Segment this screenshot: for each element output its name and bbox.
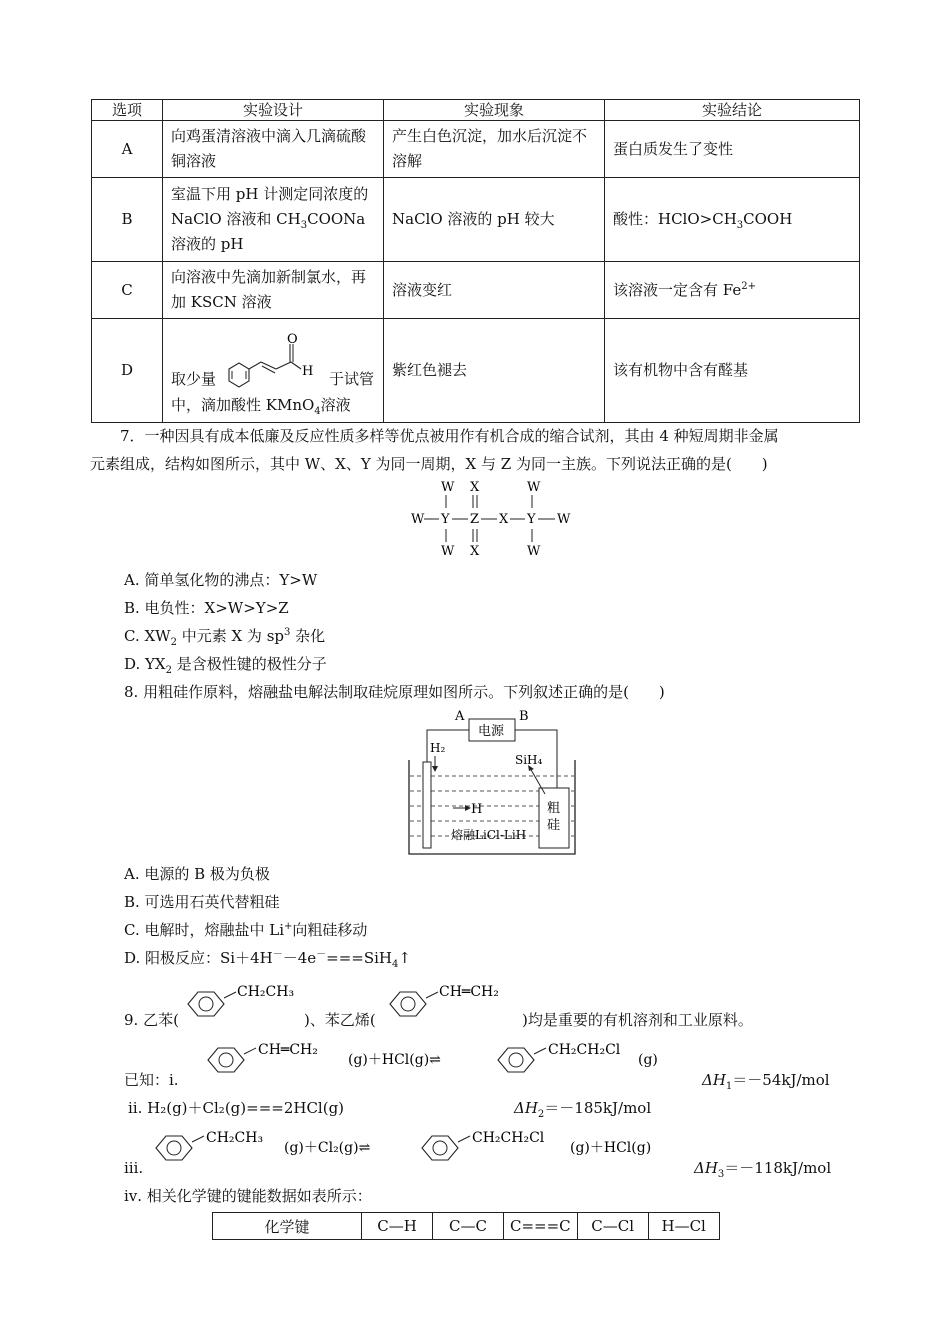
ethylbenzene-structure-icon bbox=[182, 982, 306, 1026]
design-structure-line bbox=[171, 331, 375, 417]
dh1 bbox=[702, 1070, 830, 1090]
sih4-label: SiH₄ bbox=[515, 753, 543, 767]
table-row bbox=[92, 319, 860, 423]
atom-z: Z bbox=[470, 512, 480, 527]
reaction-tail: (g)＋HCl(g) bbox=[570, 1140, 652, 1156]
atom-y: Y bbox=[527, 512, 536, 527]
option-text: 杂化 bbox=[290, 627, 326, 645]
q7-option-d bbox=[124, 654, 327, 674]
option-text: 中元素 X 为 sp bbox=[176, 627, 285, 645]
q8-option-d bbox=[124, 948, 411, 968]
col-header: 实验现象 bbox=[384, 100, 605, 121]
product-label: CH₂CH₂Cl bbox=[548, 1042, 621, 1058]
design-cell: 向溶液中先滴加新制氯水，再加 KSCN 溶液 bbox=[163, 262, 384, 319]
atom-w: W bbox=[441, 544, 455, 559]
design-text-line bbox=[171, 393, 351, 417]
atom-w: W bbox=[527, 480, 541, 495]
atom-w: W bbox=[557, 512, 571, 527]
option-text: D. 阳极反应：Si＋4H bbox=[124, 949, 273, 967]
known-label: 已知：ⅰ. bbox=[124, 1071, 179, 1089]
phenomenon-cell: 产生白色沉淀，加水后沉淀不溶解 bbox=[384, 121, 605, 178]
bond-header: C===C bbox=[504, 1213, 578, 1240]
design-text: 室温下用 pH 计测定同浓度的 NaClO 溶液和 CH bbox=[171, 185, 369, 228]
bond-header: C—H bbox=[362, 1213, 433, 1240]
q7-stem-line-2: 元素组成，结构如图所示，其中 W、X、Y 为同一周期，X 与 Z 为同一主族。下列说法正确的是( ) bbox=[90, 455, 768, 473]
q7-molecule-structure bbox=[405, 478, 585, 560]
delta-h: ΔH bbox=[694, 1159, 718, 1177]
option-text: 向粗硅移动 bbox=[292, 921, 368, 939]
reaction-1 bbox=[202, 1036, 672, 1084]
bond-header: 化学键 bbox=[213, 1213, 362, 1240]
group-label: CH═CH₂ bbox=[439, 984, 499, 1000]
reaction-middle: (g)＋HCl(g)⇌ bbox=[348, 1052, 441, 1068]
molten-salt-label: 熔融LiCl-LiH bbox=[451, 828, 527, 842]
bond-header: C—C bbox=[433, 1213, 504, 1240]
design-text: 中，滴加酸性 KMnO bbox=[171, 395, 315, 414]
q7-stem-line-1: 7．一种因具有成本低廉及反应性质多样等优点被用作有机合成的缩合试剂，其由 4 种短周期非金属 bbox=[120, 427, 779, 445]
superscript: － bbox=[272, 949, 283, 960]
design-cell bbox=[163, 319, 384, 423]
group-label: CH═CH₂ bbox=[258, 1042, 318, 1058]
option-text: C. 电解时，熔融盐中 Li bbox=[124, 921, 285, 939]
q8-option-c bbox=[124, 920, 367, 940]
q7-option-a: A. 简单氢化物的沸点：Y>W bbox=[124, 571, 318, 589]
bond-header: H—Cl bbox=[648, 1213, 719, 1240]
silicon-label: 硅 bbox=[547, 818, 561, 833]
option-text: －4e bbox=[282, 949, 317, 967]
table-row bbox=[92, 262, 860, 319]
option-cell: C bbox=[92, 262, 163, 319]
subscript: 2 bbox=[170, 637, 177, 648]
phase-label: (g) bbox=[638, 1052, 658, 1068]
q9-iv: ⅳ. 相关化学键的键能数据如表所示： bbox=[124, 1187, 372, 1205]
enthalpy-value: ＝－54kJ/mol bbox=[732, 1071, 830, 1089]
group-label: CH₂CH₃ bbox=[237, 984, 295, 1000]
option-text: D. YX bbox=[124, 655, 166, 673]
table-row bbox=[92, 178, 860, 262]
subscript: 3 bbox=[736, 220, 744, 231]
subscript: 4 bbox=[392, 959, 399, 970]
dh2 bbox=[514, 1098, 651, 1118]
label-b: B bbox=[519, 709, 529, 724]
product-label: CH₂CH₂Cl bbox=[472, 1130, 545, 1146]
table-header-row bbox=[92, 100, 860, 121]
q9-stem-b: )、苯乙烯( bbox=[304, 1011, 376, 1029]
q9-stem-c: )均是重要的有机溶剂和工业原料。 bbox=[522, 1011, 753, 1029]
conclusion-text: 该溶液一定含有 Fe bbox=[613, 280, 742, 299]
atom-w: W bbox=[411, 512, 425, 527]
enthalpy-value: ＝－185kJ/mol bbox=[544, 1099, 652, 1117]
hydrogen-label: H bbox=[302, 363, 314, 379]
group-label: CH₂CH₃ bbox=[206, 1130, 264, 1146]
col-header: 实验设计 bbox=[163, 100, 384, 121]
design-text: COONa 溶液的 pH bbox=[171, 210, 366, 253]
subscript: 4 bbox=[314, 405, 321, 417]
subscript: 3 bbox=[717, 1169, 725, 1180]
option-cell: A bbox=[92, 121, 163, 178]
conclusion-cell bbox=[605, 262, 860, 319]
atom-x: X bbox=[470, 544, 480, 559]
atom-x: X bbox=[499, 512, 509, 527]
table-row bbox=[92, 121, 860, 178]
superscript: 2+ bbox=[741, 280, 756, 292]
bond-energy-table bbox=[212, 1212, 720, 1240]
option-cell: B bbox=[92, 178, 163, 262]
label-a: A bbox=[455, 709, 465, 724]
atom-y: Y bbox=[441, 512, 450, 527]
option-text: ===SiH bbox=[326, 949, 393, 967]
superscript: 3 bbox=[284, 627, 291, 638]
q9-stem-a: 9. 乙苯( bbox=[124, 1011, 179, 1029]
subscript: 1 bbox=[725, 1081, 733, 1092]
conclusion-text: 酸性：HClO>CH bbox=[613, 210, 737, 228]
dh3 bbox=[694, 1158, 831, 1178]
q7-option-b: B. 电负性：X>W>Y>Z bbox=[124, 599, 289, 617]
design-cell: 向鸡蛋清溶液中滴入几滴硫酸铜溶液 bbox=[163, 121, 384, 178]
col-header: 选项 bbox=[92, 100, 163, 121]
reaction-2: ⅱ. H₂(g)＋Cl₂(g)===2HCl(g) bbox=[128, 1099, 345, 1117]
design-text: 取少量 bbox=[171, 369, 217, 388]
superscript: － bbox=[316, 949, 327, 960]
oxygen-label: O bbox=[287, 331, 298, 347]
option-text: ↑ bbox=[398, 949, 411, 967]
q8-option-a: A. 电源的 B 极为负极 bbox=[124, 865, 270, 883]
option-text: 是含极性键的极性分子 bbox=[171, 655, 327, 673]
atom-x: X bbox=[470, 480, 480, 495]
phenomenon-cell: 溶液变红 bbox=[384, 262, 605, 319]
conclusion-text: COOH bbox=[743, 210, 793, 228]
reaction-3 bbox=[150, 1124, 690, 1172]
q8-option-b: B. 可选用石英代替粗硅 bbox=[124, 893, 280, 911]
superscript: + bbox=[284, 921, 293, 932]
q7-option-c bbox=[124, 626, 325, 646]
conclusion-cell: 该有机物中含有醛基 bbox=[605, 319, 860, 423]
bond-header: C—Cl bbox=[577, 1213, 648, 1240]
power-source-label: 电源 bbox=[478, 724, 505, 739]
r3-label: ⅲ. bbox=[124, 1159, 144, 1177]
crude-label: 粗 bbox=[547, 801, 561, 816]
conclusion-cell bbox=[605, 178, 860, 262]
table-row bbox=[213, 1213, 720, 1240]
ion-h-label: H bbox=[471, 802, 483, 817]
design-text: 溶液 bbox=[320, 395, 351, 414]
col-header: 实验结论 bbox=[605, 100, 860, 121]
atom-w: W bbox=[527, 544, 541, 559]
phenomenon-cell: 紫红色褪去 bbox=[384, 319, 605, 423]
h2-label: H₂ bbox=[430, 741, 446, 755]
atom-w: W bbox=[441, 480, 455, 495]
electrolysis-diagram bbox=[405, 706, 580, 858]
phenomenon-cell: NaClO 溶液的 pH 较大 bbox=[384, 178, 605, 262]
delta-h: ΔH bbox=[702, 1071, 726, 1089]
enthalpy-value: ＝－118kJ/mol bbox=[724, 1159, 832, 1177]
styrene-structure-icon bbox=[384, 982, 524, 1026]
subscript: 3 bbox=[300, 220, 308, 231]
q8-stem: 8. 用粗硅作原料，熔融盐电解法制取硅烷原理如图所示。下列叙述正确的是( ) bbox=[124, 683, 665, 701]
subscript: 2 bbox=[165, 665, 172, 676]
subscript: 2 bbox=[537, 1109, 545, 1120]
option-text: C. XW bbox=[124, 627, 171, 645]
delta-h: ΔH bbox=[514, 1099, 538, 1117]
design-cell bbox=[163, 178, 384, 262]
conclusion-cell: 蛋白质发生了变性 bbox=[605, 121, 860, 178]
experiment-table bbox=[91, 99, 860, 423]
design-text: 于试管 bbox=[329, 369, 375, 388]
option-cell: D bbox=[92, 319, 163, 423]
reaction-middle: (g)＋Cl₂(g)⇌ bbox=[284, 1140, 371, 1156]
